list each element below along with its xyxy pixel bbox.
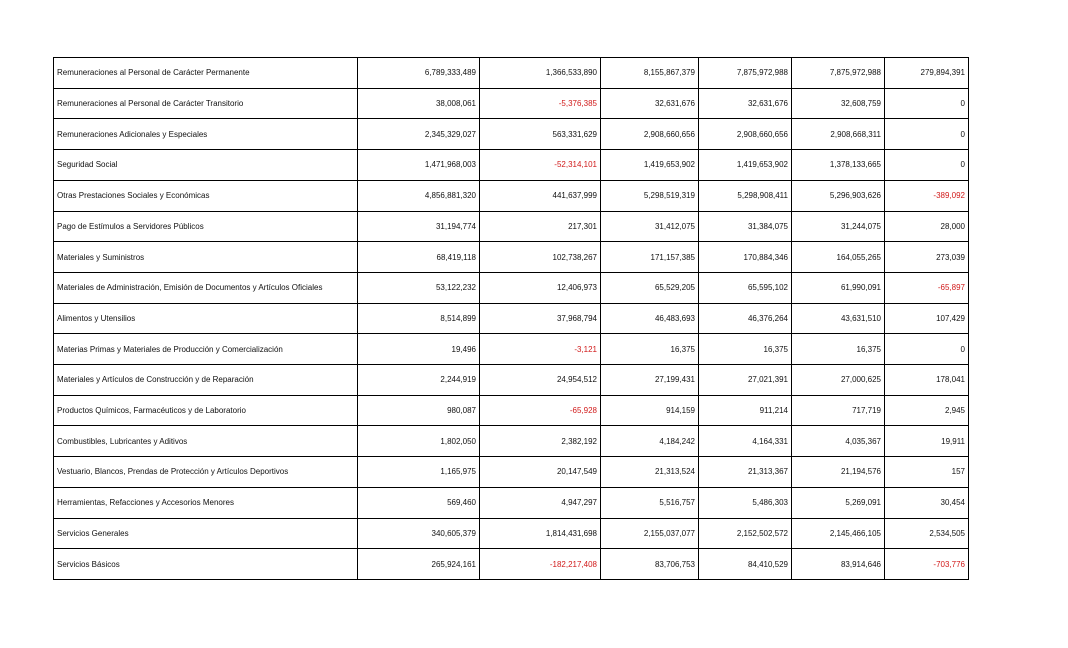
value-cell: 65,595,102 — [699, 272, 792, 303]
value-cell: 19,496 — [358, 334, 480, 365]
row-label: Vestuario, Blancos, Prendas de Protección y Artículos Deportivos — [54, 457, 358, 488]
row-label: Alimentos y Utensilios — [54, 303, 358, 334]
table-row — [54, 180, 969, 211]
row-label: Pago de Estímulos a Servidores Públicos — [54, 211, 358, 242]
table-row — [54, 272, 969, 303]
value-cell: 5,269,091 — [792, 487, 885, 518]
value-cell: 1,366,533,890 — [480, 58, 601, 89]
value-cell: -65,928 — [480, 395, 601, 426]
value-cell: 30,454 — [885, 487, 969, 518]
value-cell: 717,719 — [792, 395, 885, 426]
value-cell: -52,314,101 — [480, 150, 601, 181]
table-row — [54, 242, 969, 273]
value-cell: 31,412,075 — [601, 211, 699, 242]
value-cell: 32,631,676 — [699, 88, 792, 119]
value-cell: 2,534,505 — [885, 518, 969, 549]
value-cell: 4,184,242 — [601, 426, 699, 457]
value-cell: 157 — [885, 457, 969, 488]
table-row — [54, 457, 969, 488]
value-cell: 980,087 — [358, 395, 480, 426]
value-cell: 27,199,431 — [601, 365, 699, 396]
value-cell: 569,460 — [358, 487, 480, 518]
value-cell: 178,041 — [885, 365, 969, 396]
value-cell: 441,637,999 — [480, 180, 601, 211]
row-label: Servicios Básicos — [54, 549, 358, 580]
row-label: Herramientas, Refacciones y Accesorios Menores — [54, 487, 358, 518]
row-label: Materiales y Artículos de Construcción y de Reparación — [54, 365, 358, 396]
table-row — [54, 303, 969, 334]
value-cell: 83,706,753 — [601, 549, 699, 580]
value-cell: 563,331,629 — [480, 119, 601, 150]
value-cell: 0 — [885, 119, 969, 150]
value-cell: 37,968,794 — [480, 303, 601, 334]
value-cell: 1,378,133,665 — [792, 150, 885, 181]
table-row — [54, 487, 969, 518]
value-cell: 164,055,265 — [792, 242, 885, 273]
value-cell: 28,000 — [885, 211, 969, 242]
value-cell: 911,214 — [699, 395, 792, 426]
value-cell: 16,375 — [601, 334, 699, 365]
value-cell: 68,419,118 — [358, 242, 480, 273]
value-cell: 6,789,333,489 — [358, 58, 480, 89]
value-cell: 31,384,075 — [699, 211, 792, 242]
value-cell: 273,039 — [885, 242, 969, 273]
value-cell: 2,382,192 — [480, 426, 601, 457]
value-cell: 102,738,267 — [480, 242, 601, 273]
value-cell: 0 — [885, 88, 969, 119]
budget-table — [53, 57, 969, 580]
table-row — [54, 395, 969, 426]
value-cell: 0 — [885, 150, 969, 181]
value-cell: 107,429 — [885, 303, 969, 334]
value-cell: 84,410,529 — [699, 549, 792, 580]
value-cell: 170,884,346 — [699, 242, 792, 273]
value-cell: 46,483,693 — [601, 303, 699, 334]
row-label: Materiales de Administración, Emisión de Documentos y Artículos Oficiales — [54, 272, 358, 303]
value-cell: 4,164,331 — [699, 426, 792, 457]
value-cell: 21,313,524 — [601, 457, 699, 488]
row-label: Otras Prestaciones Sociales y Económicas — [54, 180, 358, 211]
table-row — [54, 88, 969, 119]
table-row — [54, 549, 969, 580]
value-cell: 4,035,367 — [792, 426, 885, 457]
value-cell: 12,406,973 — [480, 272, 601, 303]
row-label: Productos Químicos, Farmacéuticos y de Laboratorio — [54, 395, 358, 426]
table-row — [54, 150, 969, 181]
value-cell: 171,157,385 — [601, 242, 699, 273]
value-cell: 2,152,502,572 — [699, 518, 792, 549]
table-body — [54, 58, 969, 580]
value-cell: 1,471,968,003 — [358, 150, 480, 181]
value-cell: 19,911 — [885, 426, 969, 457]
table-row — [54, 334, 969, 365]
value-cell: 31,244,075 — [792, 211, 885, 242]
value-cell: 914,159 — [601, 395, 699, 426]
value-cell: 16,375 — [699, 334, 792, 365]
value-cell: 279,894,391 — [885, 58, 969, 89]
value-cell: 24,954,512 — [480, 365, 601, 396]
value-cell: 1,802,050 — [358, 426, 480, 457]
table-row — [54, 426, 969, 457]
value-cell: 5,486,303 — [699, 487, 792, 518]
value-cell: 31,194,774 — [358, 211, 480, 242]
table-row — [54, 58, 969, 89]
budget-table-container — [53, 57, 968, 580]
value-cell: -3,121 — [480, 334, 601, 365]
value-cell: 1,419,653,902 — [699, 150, 792, 181]
value-cell: -703,776 — [885, 549, 969, 580]
table-row — [54, 211, 969, 242]
value-cell: 5,516,757 — [601, 487, 699, 518]
value-cell: 2,908,660,656 — [601, 119, 699, 150]
value-cell: 2,244,919 — [358, 365, 480, 396]
value-cell: 53,122,232 — [358, 272, 480, 303]
value-cell: 2,945 — [885, 395, 969, 426]
value-cell: 5,298,519,319 — [601, 180, 699, 211]
row-label: Servicios Generales — [54, 518, 358, 549]
value-cell: -389,092 — [885, 180, 969, 211]
value-cell: 1,165,975 — [358, 457, 480, 488]
table-row — [54, 518, 969, 549]
value-cell: 7,875,972,988 — [792, 58, 885, 89]
value-cell: 20,147,549 — [480, 457, 601, 488]
row-label: Materiales y Suministros — [54, 242, 358, 273]
value-cell: 340,605,379 — [358, 518, 480, 549]
row-label: Materias Primas y Materiales de Producción y Comercialización — [54, 334, 358, 365]
value-cell: 7,875,972,988 — [699, 58, 792, 89]
value-cell: 2,908,660,656 — [699, 119, 792, 150]
value-cell: 83,914,646 — [792, 549, 885, 580]
value-cell: 27,000,625 — [792, 365, 885, 396]
value-cell: 1,419,653,902 — [601, 150, 699, 181]
row-label: Remuneraciones Adicionales y Especiales — [54, 119, 358, 150]
value-cell: 0 — [885, 334, 969, 365]
value-cell: 217,301 — [480, 211, 601, 242]
row-label: Remuneraciones al Personal de Carácter Permanente — [54, 58, 358, 89]
value-cell: 2,345,329,027 — [358, 119, 480, 150]
value-cell: -65,897 — [885, 272, 969, 303]
value-cell: 65,529,205 — [601, 272, 699, 303]
value-cell: 21,313,367 — [699, 457, 792, 488]
value-cell: 2,145,466,105 — [792, 518, 885, 549]
value-cell: 1,814,431,698 — [480, 518, 601, 549]
value-cell: 265,924,161 — [358, 549, 480, 580]
value-cell: -182,217,408 — [480, 549, 601, 580]
value-cell: -5,376,385 — [480, 88, 601, 119]
value-cell: 43,631,510 — [792, 303, 885, 334]
value-cell: 8,155,867,379 — [601, 58, 699, 89]
value-cell: 32,631,676 — [601, 88, 699, 119]
value-cell: 4,947,297 — [480, 487, 601, 518]
row-label: Remuneraciones al Personal de Carácter Transitorio — [54, 88, 358, 119]
value-cell: 16,375 — [792, 334, 885, 365]
value-cell: 46,376,264 — [699, 303, 792, 334]
table-row — [54, 119, 969, 150]
value-cell: 8,514,899 — [358, 303, 480, 334]
value-cell: 2,155,037,077 — [601, 518, 699, 549]
value-cell: 5,296,903,626 — [792, 180, 885, 211]
value-cell: 4,856,881,320 — [358, 180, 480, 211]
value-cell: 38,008,061 — [358, 88, 480, 119]
row-label: Seguridad Social — [54, 150, 358, 181]
value-cell: 32,608,759 — [792, 88, 885, 119]
value-cell: 27,021,391 — [699, 365, 792, 396]
value-cell: 2,908,668,311 — [792, 119, 885, 150]
row-label: Combustibles, Lubricantes y Aditivos — [54, 426, 358, 457]
value-cell: 21,194,576 — [792, 457, 885, 488]
value-cell: 61,990,091 — [792, 272, 885, 303]
table-row — [54, 365, 969, 396]
value-cell: 5,298,908,411 — [699, 180, 792, 211]
